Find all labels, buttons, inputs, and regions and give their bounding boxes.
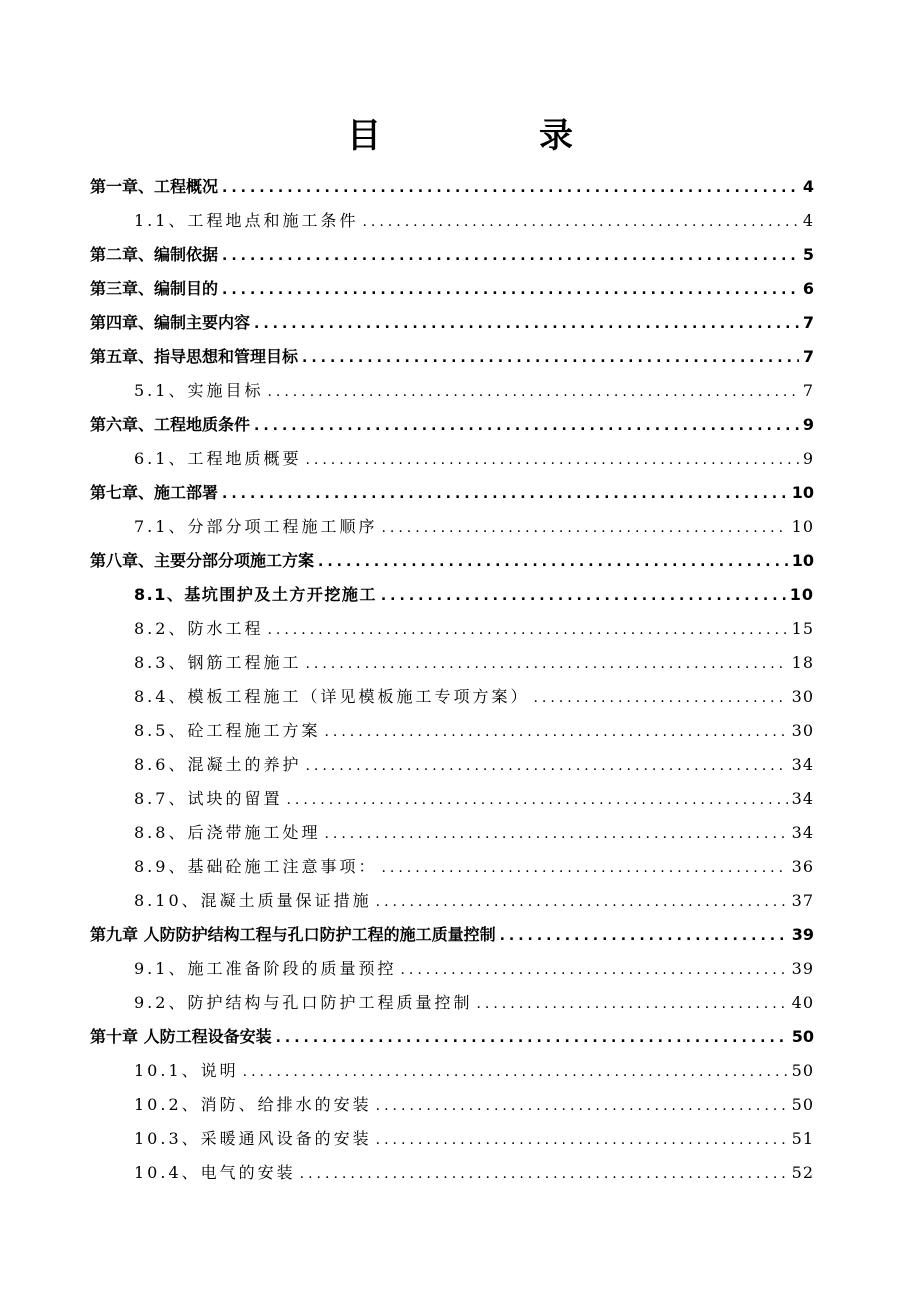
toc-entry-label: 8.1、基坑围护及土方开挖施工 bbox=[134, 585, 377, 604]
toc-entry-label: 8.3、钢筋工程施工 bbox=[134, 653, 302, 672]
toc-entry-page-number: 10 bbox=[791, 483, 814, 502]
toc-section-entry[interactable] bbox=[134, 1156, 814, 1190]
toc-entry-page-number: 7 bbox=[802, 381, 814, 400]
toc-chapter-entry[interactable] bbox=[90, 408, 814, 442]
toc-section-entry[interactable] bbox=[134, 646, 814, 680]
toc-leader-dots bbox=[254, 409, 799, 443]
toc-leader-dots bbox=[243, 1055, 788, 1089]
toc-section-entry[interactable] bbox=[134, 1054, 814, 1088]
toc-entry-label: 9.1、施工准备阶段的质量预控 bbox=[134, 959, 397, 978]
toc-leader-dots bbox=[267, 375, 798, 409]
toc-entry-page-number: 52 bbox=[791, 1163, 814, 1182]
toc-entry-label: 8.5、砼工程施工方案 bbox=[134, 721, 321, 740]
toc-chapter-entry[interactable] bbox=[90, 340, 814, 374]
toc-section-entry[interactable] bbox=[134, 816, 814, 850]
toc-entry-page-number: 30 bbox=[791, 721, 814, 740]
toc-entry-label: 第五章、指导思想和管理目标 bbox=[90, 347, 299, 366]
toc-entry-page-number: 51 bbox=[791, 1129, 814, 1148]
toc-chapter-entry[interactable] bbox=[90, 238, 814, 272]
toc-leader-dots bbox=[381, 851, 787, 885]
toc-chapter-entry[interactable] bbox=[90, 1020, 814, 1054]
toc-section-entry[interactable] bbox=[134, 374, 814, 408]
toc-entry-label: 10.1、说明 bbox=[134, 1061, 239, 1080]
toc-entry-label: 第四章、编制主要内容 bbox=[90, 313, 251, 332]
toc-entry-label: 5.1、实施目标 bbox=[134, 381, 264, 400]
toc-entry-label: 8.8、后浇带施工处理 bbox=[134, 823, 321, 842]
toc-leader-dots bbox=[324, 715, 787, 749]
toc-chapter-entry[interactable] bbox=[90, 306, 814, 340]
toc-entry-label: 第三章、编制目的 bbox=[90, 279, 219, 298]
toc-entry-page-number: 15 bbox=[791, 619, 814, 638]
toc-leader-dots bbox=[381, 579, 786, 613]
toc-entry-page-number: 50 bbox=[791, 1095, 814, 1114]
toc-section-entry[interactable] bbox=[134, 952, 814, 986]
toc-leader-dots bbox=[305, 443, 798, 477]
toc-entry-page-number: 10 bbox=[791, 551, 814, 570]
toc-entry-label: 8.9、基础砼施工注意事项： bbox=[134, 857, 378, 876]
toc-leader-dots bbox=[362, 205, 798, 239]
toc-section-entry[interactable] bbox=[134, 714, 814, 748]
toc-entry-page-number: 34 bbox=[791, 823, 814, 842]
toc-entry-page-number: 37 bbox=[791, 891, 814, 910]
toc-entry-label: 8.6、混凝土的养护 bbox=[134, 755, 302, 774]
toc-leader-dots bbox=[222, 239, 799, 273]
toc-entry-page-number: 39 bbox=[791, 959, 814, 978]
toc-leader-dots bbox=[318, 545, 788, 579]
toc-section-entry[interactable] bbox=[134, 782, 814, 816]
toc-section-entry[interactable] bbox=[134, 850, 814, 884]
toc-entry-page-number: 30 bbox=[791, 687, 814, 706]
toc-leader-dots bbox=[400, 953, 787, 987]
toc-entry-page-number: 40 bbox=[791, 993, 814, 1012]
toc-leader-dots bbox=[286, 783, 787, 817]
toc-entry-page-number: 50 bbox=[791, 1027, 814, 1046]
toc-leader-dots bbox=[305, 647, 787, 681]
toc-section-entry[interactable] bbox=[134, 884, 814, 918]
toc-entry-label: 8.10、混凝土质量保证措施 bbox=[134, 891, 372, 910]
toc-entry-page-number: 10 bbox=[791, 517, 814, 536]
toc-chapter-entry[interactable] bbox=[90, 544, 814, 578]
toc-section-entry[interactable] bbox=[134, 1088, 814, 1122]
toc-entry-page-number: 18 bbox=[791, 653, 814, 672]
toc-leader-dots bbox=[324, 817, 787, 851]
toc-entry-page-number: 34 bbox=[791, 755, 814, 774]
toc-section-entry[interactable] bbox=[134, 986, 814, 1020]
toc-leader-dots bbox=[254, 307, 799, 341]
toc-leader-dots bbox=[376, 1123, 788, 1157]
toc-section-entry[interactable] bbox=[134, 510, 814, 544]
toc-leader-dots bbox=[222, 171, 799, 205]
toc-leader-dots bbox=[500, 919, 788, 953]
toc-entry-label: 第二章、编制依据 bbox=[90, 245, 219, 264]
toc-section-entry[interactable] bbox=[134, 748, 814, 782]
toc-section-entry[interactable] bbox=[134, 680, 814, 714]
toc-entry-page-number: 7 bbox=[802, 313, 814, 332]
toc-entry-label: 8.2、防水工程 bbox=[134, 619, 264, 638]
toc-entry-page-number: 36 bbox=[791, 857, 814, 876]
toc-leader-dots bbox=[476, 987, 787, 1021]
toc-chapter-entry[interactable] bbox=[90, 476, 814, 510]
toc-entry-label: 第八章、主要分部分项施工方案 bbox=[90, 551, 315, 570]
toc-entry-label: 第十章 人防工程设备安装 bbox=[90, 1027, 272, 1046]
toc-entry-label: 第九章 人防防护结构工程与孔口防护工程的施工质量控制 bbox=[90, 925, 496, 944]
toc-leader-dots bbox=[302, 341, 799, 375]
toc-entry-label: 6.1、工程地质概要 bbox=[134, 449, 302, 468]
toc-entry-page-number: 10 bbox=[789, 585, 814, 604]
toc-leader-dots bbox=[376, 1089, 788, 1123]
toc-entry-page-number: 4 bbox=[802, 211, 814, 230]
toc-entry-label: 第七章、施工部署 bbox=[90, 483, 219, 502]
toc-leader-dots bbox=[222, 273, 799, 307]
toc-title: 目 录 bbox=[347, 116, 635, 156]
toc-section-entry[interactable] bbox=[134, 442, 814, 476]
toc-entry-page-number: 39 bbox=[791, 925, 814, 944]
toc-leader-dots bbox=[381, 511, 787, 545]
toc-leader-dots bbox=[376, 885, 788, 919]
toc-entry-page-number: 9 bbox=[802, 415, 814, 434]
toc-entry-page-number: 4 bbox=[802, 177, 814, 196]
toc-entry-label: 9.2、防护结构与孔口防护工程质量控制 bbox=[134, 993, 473, 1012]
toc-chapter-entry[interactable] bbox=[90, 272, 814, 306]
toc-section-entry[interactable] bbox=[134, 1122, 814, 1156]
toc-entry-label: 8.4、模板工程施工（详见模板施工专项方案） bbox=[134, 687, 530, 706]
toc-leader-dots bbox=[300, 1157, 788, 1191]
toc-entry-label: 8.7、试块的留置 bbox=[134, 789, 283, 808]
toc-entry-page-number: 6 bbox=[802, 279, 814, 298]
toc-entry-page-number: 34 bbox=[791, 789, 814, 808]
toc-leader-dots bbox=[267, 613, 787, 647]
toc-chapter-entry[interactable] bbox=[90, 170, 814, 204]
toc-entry-page-number: 7 bbox=[802, 347, 814, 366]
toc-entry-page-number: 9 bbox=[802, 449, 814, 468]
toc-entry-label: 1.1、工程地点和施工条件 bbox=[134, 211, 359, 230]
toc-entry-label: 10.4、电气的安装 bbox=[134, 1163, 296, 1182]
toc-leader-dots bbox=[305, 749, 787, 783]
toc-leader-dots bbox=[222, 477, 788, 511]
toc-chapter-entry[interactable] bbox=[90, 918, 814, 952]
toc-leader-dots bbox=[533, 681, 787, 715]
toc-entry-label: 10.3、采暖通风设备的安装 bbox=[134, 1129, 372, 1148]
toc-entry-page-number: 50 bbox=[791, 1061, 814, 1080]
toc-leader-dots bbox=[276, 1021, 788, 1055]
toc-entry-label: 10.2、消防、给排水的安装 bbox=[134, 1095, 372, 1114]
toc-entry-page-number: 5 bbox=[802, 245, 814, 264]
toc-section-entry[interactable] bbox=[134, 578, 814, 612]
toc-section-entry[interactable] bbox=[134, 204, 814, 238]
toc-section-entry[interactable] bbox=[134, 612, 814, 646]
toc-entry-label: 第六章、工程地质条件 bbox=[90, 415, 251, 434]
toc-entry-label: 7.1、分部分项工程施工顺序 bbox=[134, 517, 378, 536]
toc-entry-label: 第一章、工程概况 bbox=[90, 177, 219, 196]
